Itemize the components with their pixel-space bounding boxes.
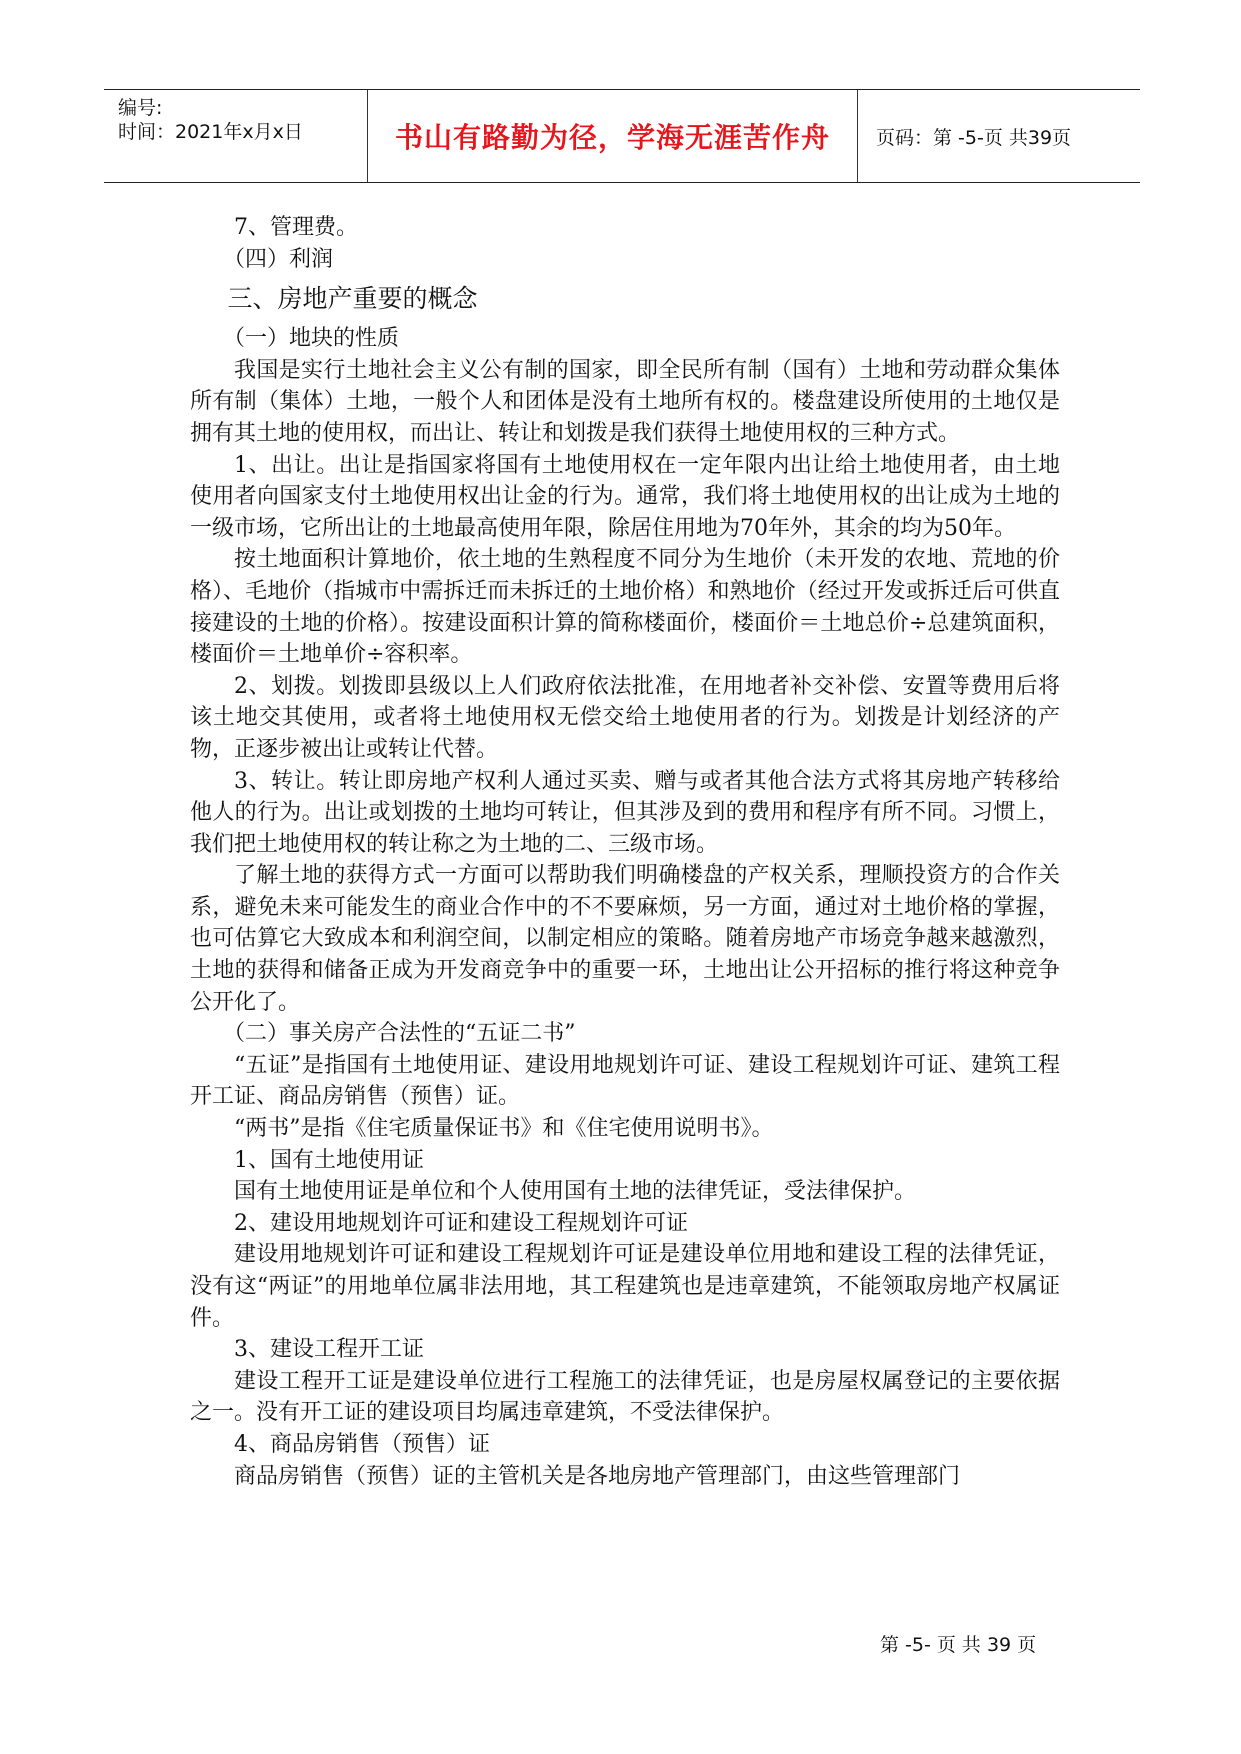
paragraph: 我国是实行土地社会主义公有制的国家，即全民所有制（国有）土地和劳动群众集体所有制（集体）土地，一般个人和团体是没有土地所有权的。楼盘建设所使用的土地仅是拥有其土地的使用权，而出让、转让和划拨是我们获得土地使用权的三种方式。 [190,357,1060,446]
time-label: 时间：2021年x月x日 [118,121,303,143]
document-body [190,212,1060,1492]
header-motto: 书山有路勤为径，学海无涯苦作舟 [394,121,830,154]
paragraph: “五证”是指国有土地使用证、建设用地规划许可证、建设工程规划许可证、建筑工程开工证、商品房销售（预售）证。 [190,1052,1060,1110]
serial-number-label: 编号: [118,97,163,119]
section-heading: 三、房地产重要的概念 [227,284,478,314]
header-page-code: 页码：第 -5-页 共39页 [876,126,1072,149]
paragraph: 4、商品房销售（预售）证 [234,1431,490,1457]
paragraph: 2、建设用地规划许可证和建设工程规划许可证 [234,1210,688,1236]
paragraph: （一）地块的性质 [223,326,400,352]
paragraph: 了解土地的获得方式一方面可以帮助我们明确楼盘的产权关系，理顺投资方的合作关系，避免未来可能发生的商业合作中的不不要麻烦，另一方面，通过对土地价格的掌握，也可估算它大致成本和利润空间，以制定相应的策略。随着房地产市场竞争越来越激烈，土地的获得和储备正成为开发商竞争中的重要一环，土地出让公开招标的推行将这种竞争公开化了。 [190,863,1060,1015]
header-left-cell [104,90,368,182]
header-motto-cell [368,90,858,182]
page-footer: 第 -5- 页 共 39 页 [880,1634,1037,1656]
paragraph: （四）利润 [223,246,334,272]
paragraph: 2、划拨。划拨即县级以上人们政府依法批准，在用地者补交补偿、安置等费用后将该土地交其使用，或者将土地使用权无偿交给土地使用者的行为。划拨是计划经济的产物，正逐步被出让或转让代替。 [190,673,1060,762]
paragraph: 国有土地使用证是单位和个人使用国有土地的法律凭证，受法律保护。 [234,1179,917,1205]
paragraph: 7、管理费。 [234,215,358,240]
paragraph: 1、出让。出让是指国家将国有土地使用权在一定年限内出让给土地使用者，由土地使用者向国家支付土地使用权出让金的行为。通常，我们将土地使用权的出让成为土地的一级市场，它所出让的土地最高使用年限，除居住用地为70年外，其余的均为50年。 [190,452,1060,541]
paragraph: 按土地面积计算地价，依土地的生熟程度不同分为生地价（未开发的农地、荒地的价格）、毛地价（指城市中需拆迁而未拆迁的土地价格）和熟地价（经过开发或拆迁后可供直接建设的土地的价格）。按建设面积计算的简称楼面价，楼面价＝土地总价÷总建筑面积，楼面价＝土地单价÷容积率。 [190,547,1060,668]
paragraph: 建设工程开工证是建设单位进行工程施工的法律凭证，也是房屋权属登记的主要依据之一。没有开工证的建设项目均属违章建筑，不受法律保护。 [190,1368,1060,1426]
paragraph: 商品房销售（预售）证的主管机关是各地房地产管理部门，由这些管理部门 [234,1463,961,1489]
header-page-cell [858,90,1140,182]
paragraph: 3、转让。转让即房地产权利人通过买卖、赠与或者其他合法方式将其房地产转移给他人的行为。出让或划拨的土地均可转让，但其涉及到的费用和程序有所不同。习惯上，我们把土地使用权的转让称之为土地的二、三级市场。 [190,768,1060,857]
page-header [104,89,1140,183]
paragraph: 建设用地规划许可证和建设工程规划许可证是建设单位用地和建设工程的法律凭证，没有这“两证”的用地单位属非法用地，其工程建筑也是违章建筑，不能领取房地产权属证件。 [190,1242,1060,1331]
paragraph: 1、国有土地使用证 [234,1147,424,1173]
paragraph: 3、建设工程开工证 [234,1337,424,1363]
paragraph: “两书”是指《住宅质量保证书》和《住宅使用说明书》。 [234,1116,774,1142]
paragraph: （二）事关房产合法性的“五证二书” [223,1021,576,1047]
